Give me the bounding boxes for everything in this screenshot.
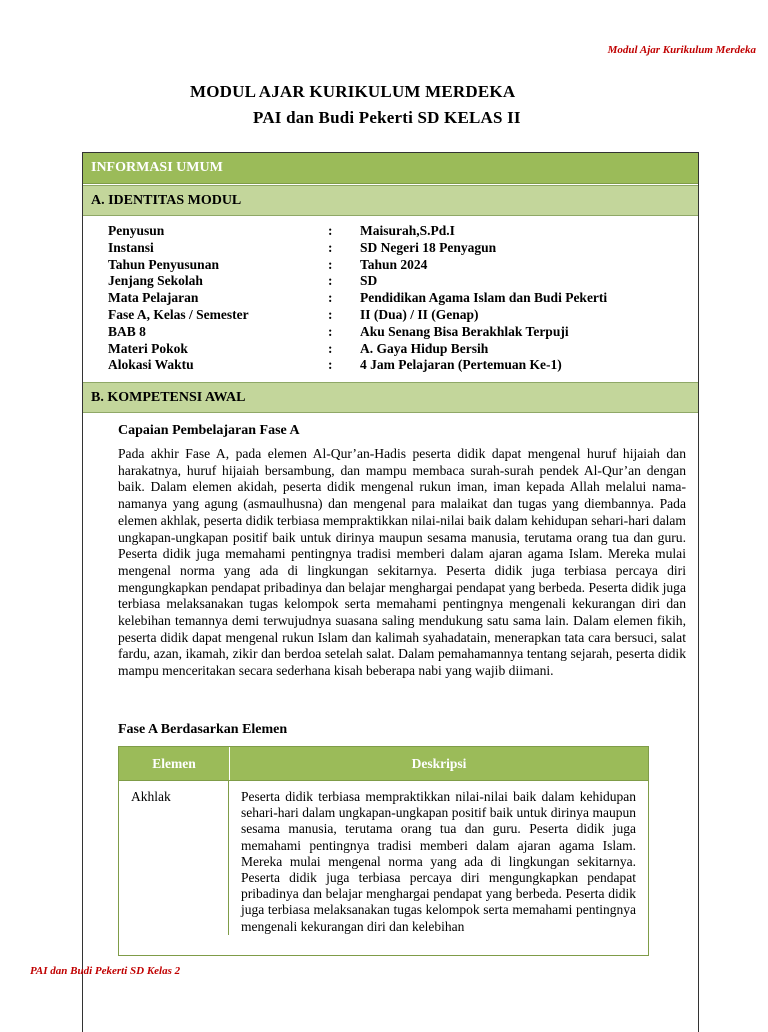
capaian-title: Capaian Pembelajaran Fase A — [118, 423, 300, 438]
identity-colon: : — [328, 256, 333, 272]
footer-note: PAI dan Budi Pekerti SD Kelas 2 — [30, 965, 181, 977]
capaian-paragraph: Pada akhir Fase A, pada elemen Al-Qur’an-Hadis peserta didik dapat mengenal huruf hijaiah dan harakatnya, huruf hijaiah bersambung, dan mampu membaca surah-surah pendek Al-Qur’an dengan baik. Dalam elemen akidah, peserta didik mengenal rukun iman, iman kepada Allah melalui nama-namanya yang agung (asmaulhusna) dan mengenal para malaikat dan tugas yang diembannya. Pada elemen akhlak, peserta didik terbiasa mempraktikkan nilai-nilai baik dalam kehidupan sehari-hari dalam ungkapan-ungkapan positif baik untuk dirinya maupun sesama manusia, terutama orang tua dan guru. Peserta didik juga memahami pentingnya tradisi memberi dalam ajaran agama Islam. Mereka mulai mengenal norma yang ada di lingkungan sekitarnya. Peserta didik juga terbiasa percaya diri mengungkapkan pendapat pribadinya dan belajar menghargai pendapat yang berbeda. Peserta didik juga terbiasa melaksanakan tugas kelompok serta memahami pentingnya mengenali kekurangan diri dan kelebihan temannya demi terwujudnya suasana saling mendukung satu sama lain. Dalam elemen fikih, peserta didik dapat mengenal rukun Islam dan kalimah syahadatain, menerapkan tata cara bersuci, salat fardu, azan, ikamah, zikir dan berdoa setelah salat. Dalam pemahamannya tentang sejarah, peserta didik mampu menceritakan secara sederhana kisah beberapa nabi yang wajib diimani. — [118, 446, 686, 679]
identity-row — [108, 223, 688, 240]
identity-label: Instansi — [108, 239, 154, 255]
identity-row — [108, 357, 688, 374]
cell-elemen: Akhlak — [119, 781, 229, 935]
identity-label: Alokasi Waktu — [108, 357, 194, 373]
table-row — [119, 780, 648, 935]
cell-deskripsi: Peserta didik terbiasa mempraktikkan nilai-nilai baik dalam kehidupan sehari-hari dalam ungkapan-ungkapan positif baik untuk dirinya maupun sesama manusia, terutama orang tua dan guru. Peserta didik juga memahami pentingnya tradisi memberi dalam ajaran agama Islam. Mereka mulai mengenal norma yang ada di lingkungan sekitarnya. Peserta didik juga terbiasa percaya diri mengungkapkan pendapat pribadinya dan belajar menghargai pendapat yang berbeda. Peserta didik juga terbiasa melaksanakan tugas kelompok serta memahami pentingnya mengenali kekurangan diri dan kelebihan — [241, 789, 636, 934]
identity-list — [108, 223, 688, 374]
identity-colon: : — [328, 290, 333, 306]
document-subtitle: PAI dan Budi Pekerti SD KELAS II — [253, 108, 521, 127]
identity-label: Fase A, Kelas / Semester — [108, 306, 249, 322]
identity-value: 4 Jam Pelajaran (Pertemuan Ke-1) — [360, 357, 562, 373]
identity-value: Aku Senang Bisa Berakhlak Terpuji — [360, 323, 569, 339]
section-informasi-umum: INFORMASI UMUM — [83, 153, 698, 184]
identity-label: Materi Pokok — [108, 340, 188, 356]
section-kompetensi-awal: B. KOMPETENSI AWAL — [83, 382, 698, 413]
identity-label: BAB 8 — [108, 323, 146, 339]
identity-label: Mata Pelajaran — [108, 290, 199, 306]
identity-label: Jenjang Sekolah — [108, 273, 203, 289]
identity-colon: : — [328, 306, 333, 322]
identity-value: Maisurah,S.Pd.I — [360, 223, 455, 238]
identity-colon: : — [328, 340, 333, 356]
identity-value: Pendidikan Agama Islam dan Budi Pekerti — [360, 290, 608, 306]
identity-value: II (Dua) / II (Genap) — [360, 306, 479, 322]
identity-row — [108, 341, 688, 358]
identity-row — [108, 240, 688, 257]
identity-row — [108, 290, 688, 307]
identity-row — [108, 257, 688, 274]
identity-label: Penyusun — [108, 223, 165, 238]
identity-colon: : — [328, 323, 333, 339]
elemen-table — [118, 746, 649, 956]
document-title: MODUL AJAR KURIKULUM MERDEKA — [190, 82, 516, 101]
identity-label: Tahun Penyusunan — [108, 256, 219, 272]
identity-value: Tahun 2024 — [360, 256, 428, 272]
identity-value: SD — [360, 273, 378, 289]
identity-colon: : — [328, 239, 333, 255]
identity-row — [108, 273, 688, 290]
identity-row — [108, 324, 688, 341]
identity-colon: : — [328, 357, 333, 373]
section-identitas-modul: A. IDENTITAS MODUL — [83, 185, 698, 216]
header-note: Modul Ajar Kurikulum Merdeka — [607, 44, 756, 56]
identity-value: A. Gaya Hidup Bersih — [360, 340, 489, 356]
identity-value: SD Negeri 18 Penyagun — [360, 239, 497, 255]
identity-colon: : — [328, 273, 333, 289]
identity-colon: : — [328, 223, 333, 238]
header-deskripsi: Deskripsi — [411, 755, 467, 771]
fase-title: Fase A Berdasarkan Elemen — [118, 722, 288, 737]
header-elemen: Elemen — [119, 747, 230, 780]
identity-row — [108, 307, 688, 324]
table-header — [119, 747, 648, 780]
